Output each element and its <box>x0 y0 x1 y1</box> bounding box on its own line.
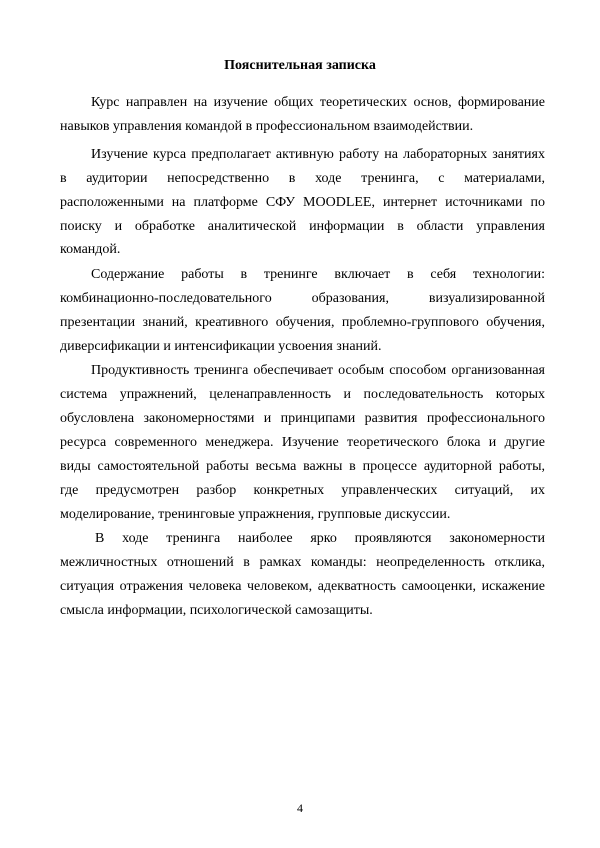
paragraph-line: диверсификации и интенсификации усвоения знаний. <box>60 339 382 354</box>
paragraph-line: где предусмотрен разбор конкретных управленческих ситуаций, их <box>60 483 545 498</box>
paragraph-line: Содержание работы в тренинге включает в себя технологии: <box>91 267 545 282</box>
paragraph-line: виды самостоятельной работы весьма важны в процессе аудиторной работы, <box>60 459 545 474</box>
paragraph-line: Изучение курса предполагает активную работу на лабораторных занятиях <box>91 147 545 162</box>
paragraph-line: В ходе тренинга наиболее ярко проявляются закономерности <box>95 531 545 546</box>
paragraph-line: смысла информации, психологической самозащиты. <box>60 603 373 618</box>
paragraph-line: расположенными на платформе СФУ MOODLEE, интернет источниками по <box>60 195 545 210</box>
paragraph-line: моделирование, тренинговые упражнения, групповые дискуссии. <box>60 507 451 522</box>
paragraph-line: навыков управления командой в профессиональном взаимодействии. <box>60 119 474 134</box>
paragraph-line: командой. <box>60 242 121 257</box>
paragraph-line: ресурса современного менеджера. Изучение теоретического блока и другие <box>60 435 545 450</box>
paragraph-line: комбинационно-последовательного образования, визуализированной <box>60 291 545 306</box>
page-number: 4 <box>297 801 303 815</box>
paragraph-line: система упражнений, целенаправленность и последовательность которых <box>60 387 545 402</box>
paragraph-line: презентации знаний, креативного обучения, проблемно-группового обучения, <box>60 315 545 330</box>
page-title: Пояснительная записка <box>224 58 376 73</box>
paragraph-line: Курс направлен на изучение общих теоретических основ, формирование <box>91 95 545 110</box>
paragraph-line: Продуктивность тренинга обеспечивает особым способом организованная <box>91 363 545 378</box>
paragraph-line: межличностных отношений в рамках команды: неопределенность отклика, <box>60 555 545 570</box>
paragraph-line: обусловлена закономерностями и принципами развития профессионального <box>60 411 545 426</box>
paragraph-line: поиску и обработке аналитической информации в области управления <box>60 219 545 234</box>
paragraph-line: ситуация отражения человека человеком, адекватность самооценки, искажение <box>60 579 545 594</box>
paragraph-line: в аудитории непосредственно в ходе тренинга, с материалами, <box>60 171 545 186</box>
